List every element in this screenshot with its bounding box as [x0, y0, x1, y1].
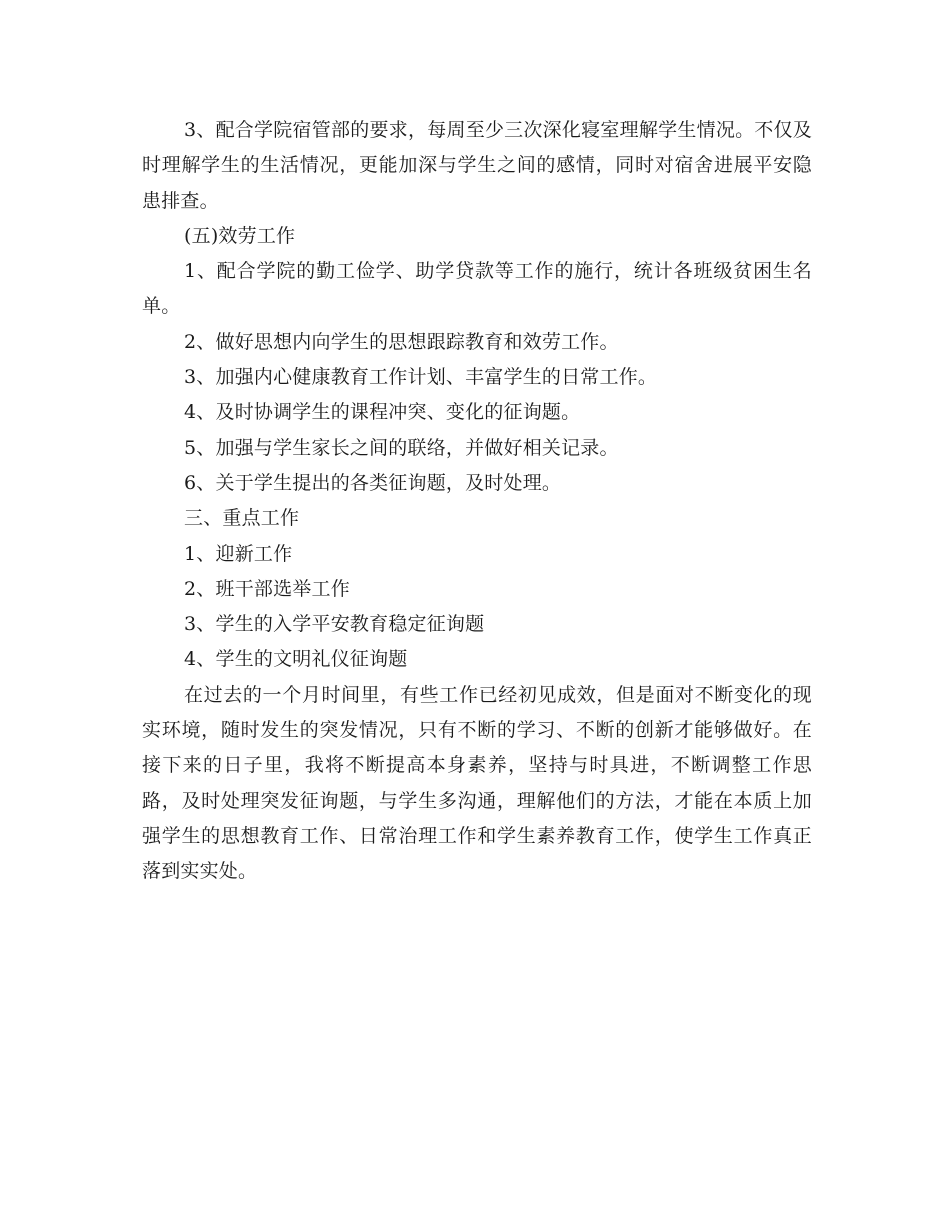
list-item-work-study: 1、配合学院的勤工俭学、助学贷款等工作的施行，统计各班级贫困生名单。 — [142, 260, 812, 318]
list-item-introverted-students: 2、做好思想内向学生的思想跟踪教育和效劳工作。 — [184, 330, 619, 353]
list-item-student-issues: 6、关于学生提出的各类征询题，及时处理。 — [184, 471, 562, 494]
paragraph-dormitory-check: 3、配合学院宿管部的要求，每周至少三次深化寝室理解学生情况。不仅及时理解学生的生活情况，更能加深与学生之间的感情，同时对宿舍进展平安隐患排查。 — [142, 119, 812, 212]
section-heading-service-work: (五)效劳工作 — [184, 224, 296, 247]
list-item-course-conflict: 4、及时协调学生的课程冲突、变化的征询题。 — [184, 401, 581, 424]
list-item-class-election: 2、班干部选举工作 — [184, 577, 350, 600]
list-item-parent-contact: 5、加强与学生家长之间的联络，并做好相关记录。 — [184, 436, 619, 459]
paragraph-conclusion: 在过去的一个月时间里，有些工作已经初见成效，但是面对不断变化的现实环境，随时发生的突发情况，只有不断的学习、不断的创新才能够做好。在接下来的日子里，我将不断提高本身素养，坚持与时具进，不断调整工作思路，及时处理突发征询题，与学生多沟通，理解他们的方法，才能在本质上加强学生的思想教育工作、日常治理工作和学生素养教育工作，使学生工作真正落到实实处。 — [142, 683, 812, 883]
list-item-mental-health: 3、加强内心健康教育工作计划、丰富学生的日常工作。 — [184, 366, 658, 389]
list-item-freshman-welcome: 1、迎新工作 — [184, 542, 293, 565]
list-item-etiquette: 4、学生的文明礼仪征询题 — [184, 648, 408, 671]
document-body — [142, 113, 812, 890]
section-heading-key-work: 三、重点工作 — [184, 507, 300, 530]
list-item-safety-education: 3、学生的入学平安教育稳定征询题 — [184, 613, 485, 636]
